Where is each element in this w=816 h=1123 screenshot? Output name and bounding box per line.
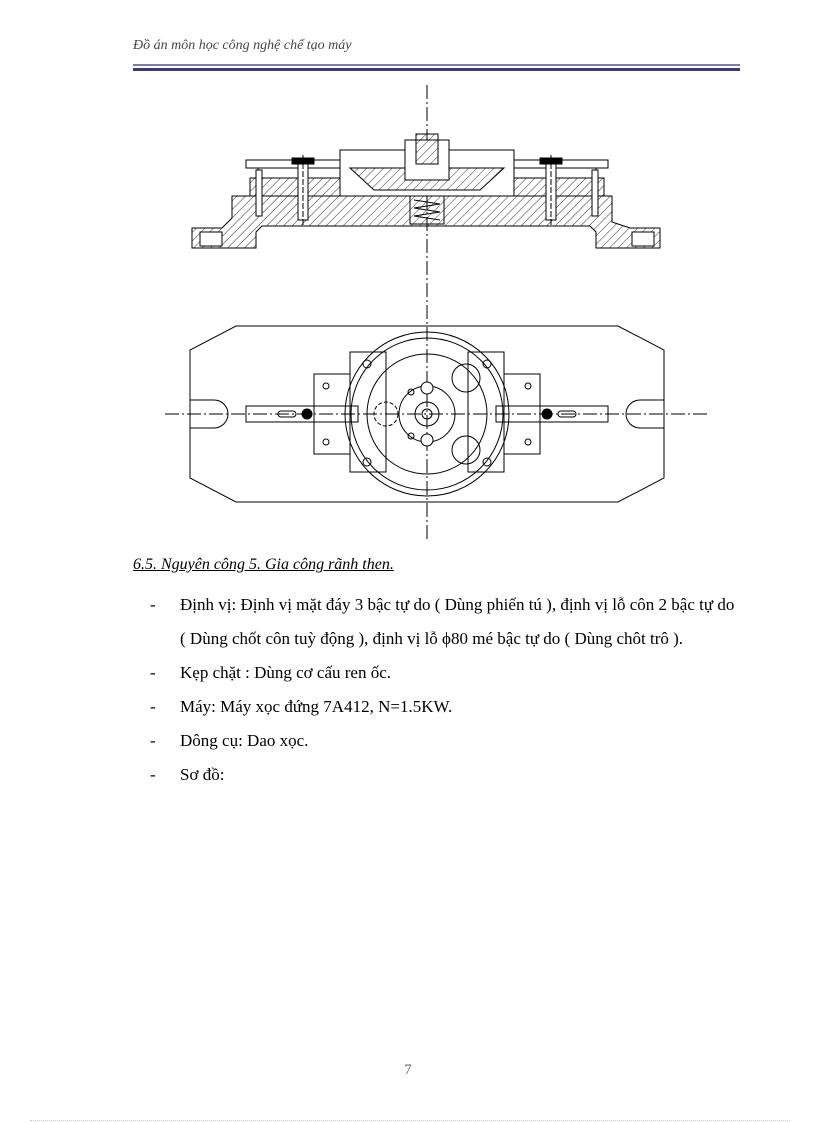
bullet-dash: - [150, 765, 156, 784]
bullet-dash: - [150, 731, 156, 750]
bullet-text: Dông cụ: Dao xọc. [180, 731, 309, 750]
fixture-technical-drawing [150, 82, 710, 542]
list-item [150, 690, 740, 724]
header-title: Đồ án môn học công nghệ chế tạo máy [133, 38, 352, 53]
section-title: 6.5. Nguyên công 5. Gia công rãnh then. [133, 556, 394, 573]
bullet-dash: - [150, 595, 156, 614]
list-item [150, 758, 740, 792]
bullet-text: Định vị: Định vị mặt đáy 3 bậc tự do ( Dùng phiến tú ), định vị lỗ côn 2 bậc tự do ( Dùng chốt côn tuỳ động ), định vị lỗ ϕ80 mé bậc tự do ( Dùng chôt trô ). [180, 595, 735, 648]
bullet-list [150, 588, 740, 792]
list-item [150, 724, 740, 758]
list-item [150, 588, 740, 656]
bullet-text: Kẹp chặt : Dùng cơ cấu ren ốc. [180, 663, 392, 682]
list-item [150, 656, 740, 690]
bullet-dash: - [150, 697, 156, 716]
bullet-dash: - [150, 663, 156, 682]
bullet-text: Sơ đồ: [180, 765, 225, 784]
page-number: 7 [404, 1062, 412, 1078]
header-rule [133, 64, 740, 71]
footer-rule [30, 1120, 790, 1121]
bullet-text: Máy: Máy xọc đứng 7A412, N=1.5KW. [180, 697, 453, 716]
